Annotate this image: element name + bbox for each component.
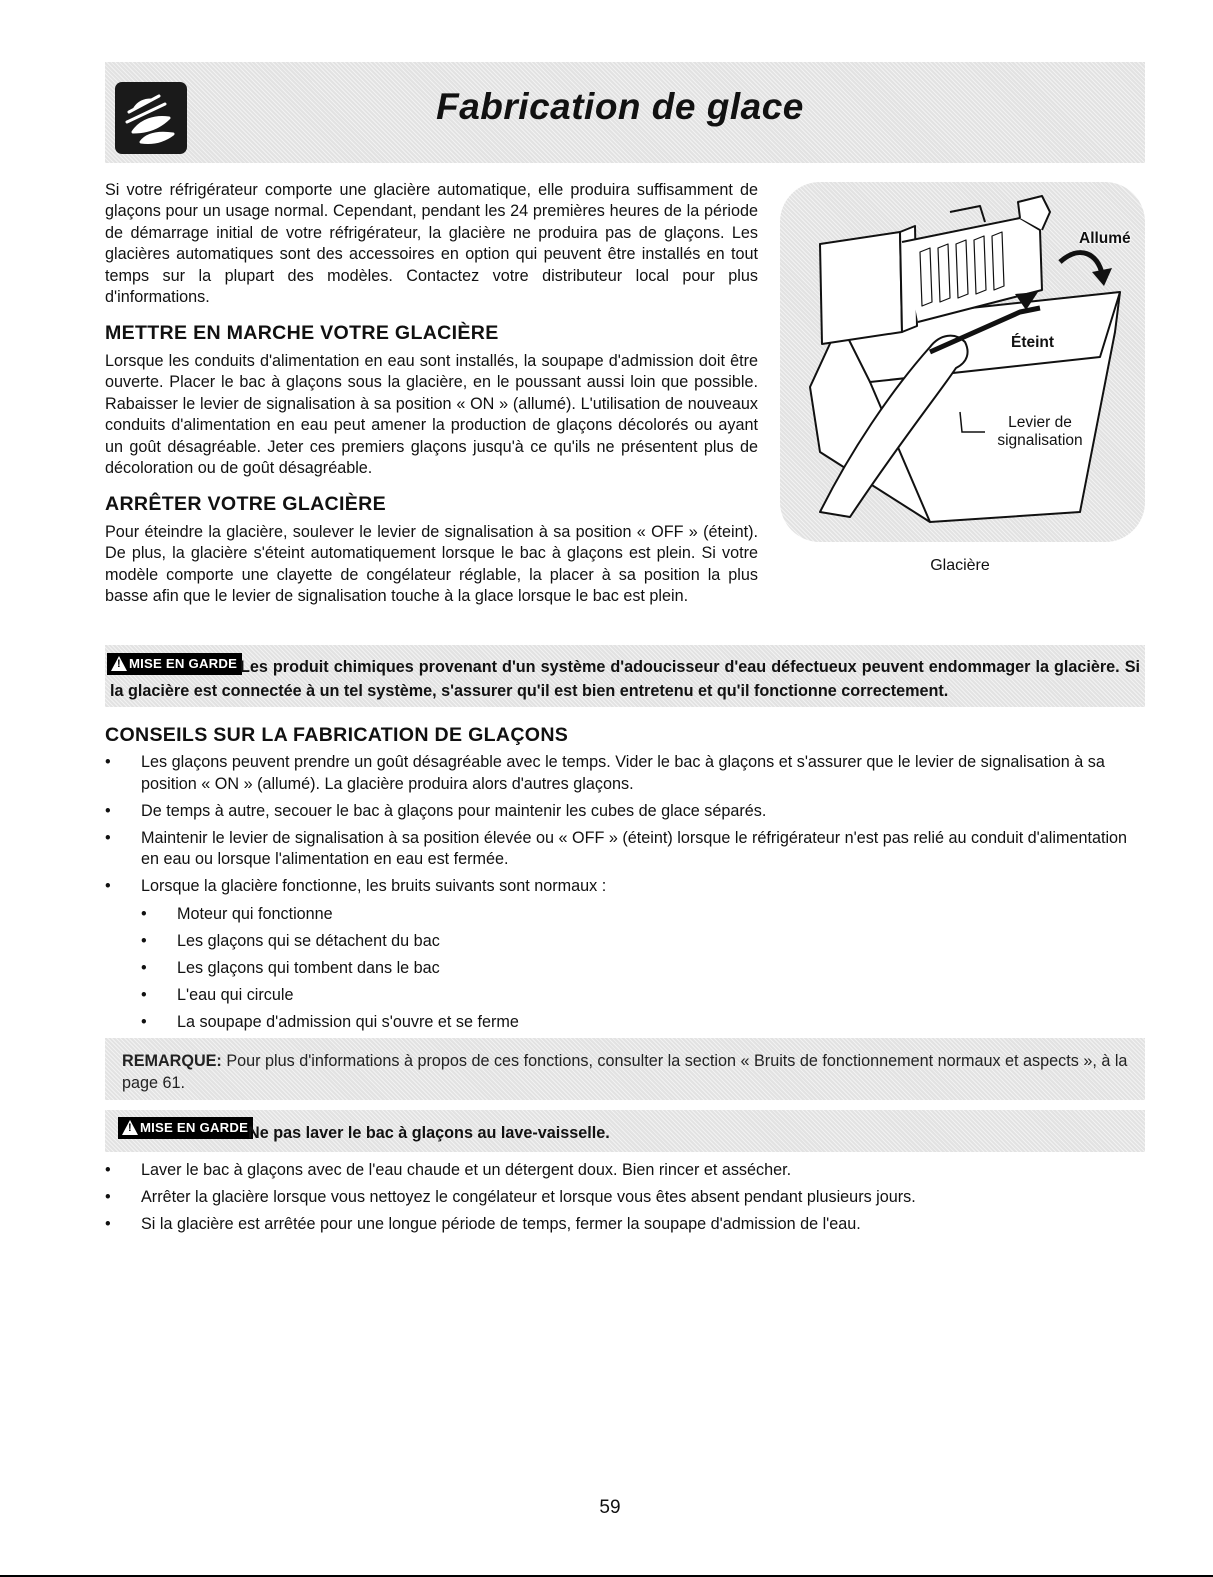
warning-triangle-icon — [122, 1120, 138, 1135]
figure-label-on: Allumé — [1079, 230, 1131, 247]
note-label: REMARQUE: — [122, 1052, 222, 1070]
list-item: • Arrêter la glacière lorsque vous nettoyez le congélateur et lorsque vous êtes absent pendant plusieurs jours. — [105, 1188, 916, 1206]
list-item: • Les glaçons qui se détachent du bac — [141, 932, 440, 950]
ice-maker-icon — [115, 82, 187, 154]
warning-text-2: Ne pas laver le bac à glaçons au lave-vaisselle. — [248, 1124, 610, 1142]
warning-badge-label: MISE EN GARDE — [129, 656, 238, 671]
section-body-start: Lorsque les conduits d'alimentation en eau sont installés, la soupape d'admission doit être ouverte. Placer le bac à glaçons sous la glacière, en le poussant aussi loin que possible. Rabaisser le levier de signalisation à sa position « ON » (allumé). L'utilisation de nouveaux conduits d'alimentation en eau peut amener la production de glaçons décolorés ou ayant un goût désagréable. Jeter ces premiers glaçons jusqu'à ce qu'ils ne présentent plus de décoloration ou de goût désagréable. — [105, 352, 758, 478]
page-title: Fabrication de glace — [436, 86, 804, 127]
list-item: • Laver le bac à glaçons avec de l'eau chaude et un détergent doux. Bien rincer et assécher. — [105, 1161, 792, 1179]
ice-maker-housing — [820, 232, 902, 344]
figure-caption: Glacière — [930, 557, 990, 574]
warning-text-1: Les produit chimiques provenant d'un système d'adoucisseur d'eau défectueux peuvent endommager la glacière. Si la glacière est connectée à un tel système, s'assurer qu'il est bien entretenu et qu'il fonctionne correctement. — [110, 658, 1140, 700]
list-item: • Lorsque la glacière fonctionne, les bruits suivants sont normaux : — [105, 877, 607, 895]
list-item: • Moteur qui fonctionne — [141, 905, 333, 923]
lever-arrow — [1060, 253, 1102, 274]
list-item: • Les glaçons peuvent prendre un goût désagréable avec le temps. Vider le bac à glaçons et s'assurer que le levier de signalisation à sa position « ON » (allumé). La glacière produira alors d'autres glaçons. — [105, 753, 1105, 793]
list-item: • L'eau qui circule — [141, 986, 294, 1004]
tips-list — [105, 752, 1145, 903]
note-text — [122, 1050, 1132, 1094]
section-heading-stop: ARRÊTER VOTRE GLACIÈRE — [105, 493, 386, 515]
intro-paragraph: Si votre réfrigérateur comporte une glacière automatique, elle produira suffisamment de glaçons pour un usage normal. Cependant, pendant les 24 premières heures de la période de démarrage initial de votre réfrigérateur, la glacière ne produira pas de glaçons. Les glacières automatiques sont des accessoires en option qui peuvent être installés en tout temps sur la plupart des modèles. Contactez votre distributeur local pour plus d'informations. — [105, 181, 758, 307]
warning-badge-2 — [118, 1117, 253, 1139]
page-number: 59 — [599, 1497, 621, 1518]
list-item: • La soupape d'admission qui s'ouvre et se ferme — [141, 1013, 519, 1031]
section-heading-start: METTRE EN MARCHE VOTRE GLACIÈRE — [105, 322, 499, 344]
list-item: • Les glaçons qui tombent dans le bac — [141, 959, 440, 977]
list-item: • Maintenir le levier de signalisation à sa position élevée ou « OFF » (éteint) lorsque le réfrigérateur n'est pas relié au conduit d'alimentation en eau ou lorsque l'alimentation en eau est fermée. — [105, 828, 1128, 868]
warning-badge-label: MISE EN GARDE — [140, 1120, 249, 1135]
note-body: Pour plus d'informations à propos de ces fonctions, consulter la section « Bruits de fonctionnement normaux et aspects », à la page 61. — [122, 1052, 1128, 1092]
section-heading-tips: CONSEILS SUR LA FABRICATION DE GLAÇONS — [105, 724, 569, 746]
list-item: • Si la glacière est arrêtée pour une longue période de temps, fermer la soupape d'admission de l'eau. — [105, 1215, 861, 1233]
section-body-stop: Pour éteindre la glacière, soulever le levier de signalisation à sa position « OFF » (éteint). De plus, la glacière s'éteint automatiquement lorsque le bac à glaçons est plein. Si votre modèle comporte une clayette de congélateur réglable, la placer à sa position la plus basse afin que le levier de signalisation touche à la glace lorsque le bac est plein. — [105, 523, 758, 606]
figure-label-lever: Levier de signalisation — [997, 414, 1083, 449]
noise-sublist — [105, 904, 1145, 1039]
list-item: • De temps à autre, secouer le bac à glaçons pour maintenir les cubes de glace séparés. — [105, 801, 767, 820]
cleaning-list — [105, 1160, 1145, 1241]
figure-label-off: Éteint — [1011, 334, 1055, 351]
